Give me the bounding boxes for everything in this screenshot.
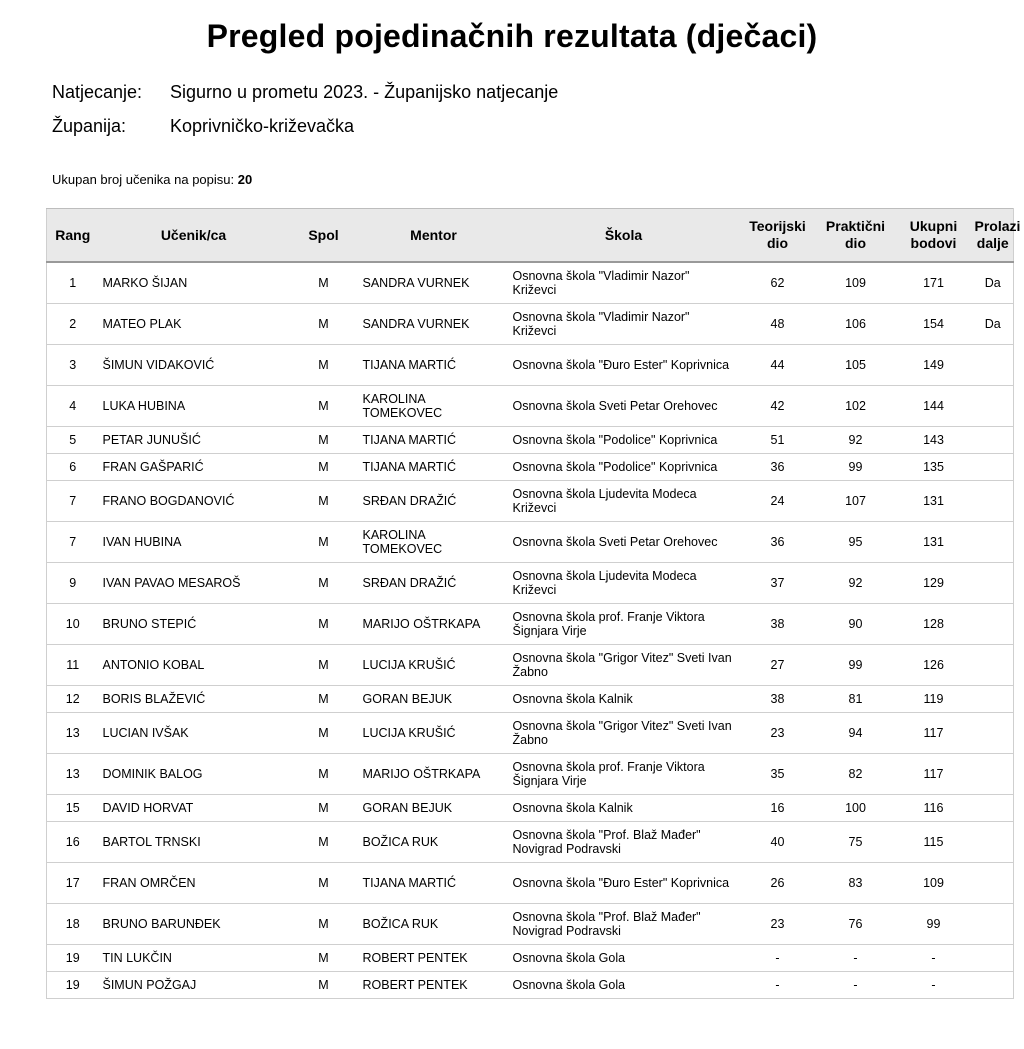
gender-cell: M (289, 795, 359, 822)
gender-cell: M (289, 345, 359, 386)
pass-cell (973, 454, 1014, 481)
practical-cell: 99 (817, 645, 895, 686)
theory-cell: 35 (739, 754, 817, 795)
header-theory: Teorijski dio (739, 209, 817, 263)
header-gender: Spol (289, 209, 359, 263)
student-count (52, 172, 252, 187)
rank-cell: 12 (47, 686, 99, 713)
student-cell: MARKO ŠIJAN (99, 262, 289, 304)
pass-cell: Da (973, 304, 1014, 345)
mentor-cell: BOŽICA RUK (359, 904, 509, 945)
school-cell: Osnovna škola "Prof. Blaž Mađer" Novigrad Podravski (509, 904, 739, 945)
table-row (47, 522, 1014, 563)
school-cell: Osnovna škola Kalnik (509, 795, 739, 822)
header-pass: Prolazi dalje (973, 209, 1014, 263)
theory-cell: 38 (739, 604, 817, 645)
table-header-row (47, 209, 1014, 263)
rank-cell: 3 (47, 345, 99, 386)
total-cell: 117 (895, 713, 973, 754)
rank-cell: 7 (47, 481, 99, 522)
mentor-cell: BOŽICA RUK (359, 822, 509, 863)
rank-cell: 18 (47, 904, 99, 945)
theory-cell: 40 (739, 822, 817, 863)
competition-line (52, 82, 558, 103)
rank-cell: 9 (47, 563, 99, 604)
theory-cell: 23 (739, 713, 817, 754)
school-cell: Osnovna škola "Vladimir Nazor" Križevci (509, 304, 739, 345)
mentor-cell: TIJANA MARTIĆ (359, 863, 509, 904)
practical-cell: 76 (817, 904, 895, 945)
school-cell: Osnovna škola Ljudevita Modeca Križevci (509, 563, 739, 604)
total-cell: 117 (895, 754, 973, 795)
practical-cell: 83 (817, 863, 895, 904)
table-row (47, 863, 1014, 904)
table-row (47, 645, 1014, 686)
gender-cell: M (289, 427, 359, 454)
county-label: Županija: (52, 116, 127, 136)
mentor-cell: TIJANA MARTIĆ (359, 454, 509, 481)
results-table (46, 208, 1021, 999)
total-cell: 143 (895, 427, 973, 454)
theory-cell: 48 (739, 304, 817, 345)
total-cell: 115 (895, 822, 973, 863)
gender-cell: M (289, 304, 359, 345)
pass-cell (973, 386, 1014, 427)
gender-cell: M (289, 563, 359, 604)
table-row (47, 713, 1014, 754)
table-row (47, 754, 1014, 795)
table-row (47, 604, 1014, 645)
mentor-cell: SRĐAN DRAŽIĆ (359, 481, 509, 522)
school-cell: Osnovna škola "Grigor Vitez" Sveti Ivan Žabno (509, 645, 739, 686)
gender-cell: M (289, 481, 359, 522)
mentor-cell: SANDRA VURNEK (359, 304, 509, 345)
student-count-value: 20 (237, 172, 253, 187)
pass-cell (973, 822, 1014, 863)
mentor-cell: ROBERT PENTEK (359, 945, 509, 972)
rank-cell: 6 (47, 454, 99, 481)
practical-cell: 75 (817, 822, 895, 863)
theory-cell: - (739, 945, 817, 972)
total-cell: 149 (895, 345, 973, 386)
header-practical: Praktični dio (817, 209, 895, 263)
gender-cell: M (289, 604, 359, 645)
rank-cell: 2 (47, 304, 99, 345)
student-cell: PETAR JUNUŠIĆ (99, 427, 289, 454)
gender-cell: M (289, 262, 359, 304)
student-cell: FRAN GAŠPARIĆ (99, 454, 289, 481)
student-count-label: Ukupan broj učenika na popisu: (52, 172, 235, 187)
header-total: Ukupni bodovi (895, 209, 973, 263)
practical-cell: - (817, 945, 895, 972)
practical-cell: - (817, 972, 895, 999)
pass-cell (973, 972, 1014, 999)
theory-cell: 23 (739, 904, 817, 945)
school-cell: Osnovna škola "Prof. Blaž Mađer" Novigrad Podravski (509, 822, 739, 863)
total-cell: 154 (895, 304, 973, 345)
pass-cell (973, 345, 1014, 386)
table-row (47, 481, 1014, 522)
pass-cell (973, 795, 1014, 822)
table-row (47, 345, 1014, 386)
mentor-cell: GORAN BEJUK (359, 795, 509, 822)
total-cell: 128 (895, 604, 973, 645)
gender-cell: M (289, 822, 359, 863)
practical-cell: 109 (817, 262, 895, 304)
header-student: Učenik/ca (99, 209, 289, 263)
student-cell: IVAN HUBINA (99, 522, 289, 563)
school-cell: Osnovna škola prof. Franje Viktora Šignjara Virje (509, 754, 739, 795)
mentor-cell: SRĐAN DRAŽIĆ (359, 563, 509, 604)
total-cell: 116 (895, 795, 973, 822)
practical-cell: 107 (817, 481, 895, 522)
student-cell: MATEO PLAK (99, 304, 289, 345)
rank-cell: 4 (47, 386, 99, 427)
school-cell: Osnovna škola prof. Franje Viktora Šignjara Virje (509, 604, 739, 645)
gender-cell: M (289, 863, 359, 904)
student-cell: ŠIMUN VIDAKOVIĆ (99, 345, 289, 386)
total-cell: 144 (895, 386, 973, 427)
rank-cell: 7 (47, 522, 99, 563)
practical-cell: 92 (817, 427, 895, 454)
table-row (47, 822, 1014, 863)
header-school: Škola (509, 209, 739, 263)
pass-cell (973, 645, 1014, 686)
total-cell: 131 (895, 481, 973, 522)
pass-cell (973, 713, 1014, 754)
school-cell: Osnovna škola "Grigor Vitez" Sveti Ivan Žabno (509, 713, 739, 754)
mentor-cell: LUCIJA KRUŠIĆ (359, 645, 509, 686)
mentor-cell: SANDRA VURNEK (359, 262, 509, 304)
table-row (47, 386, 1014, 427)
school-cell: Osnovna škola Gola (509, 945, 739, 972)
practical-cell: 102 (817, 386, 895, 427)
theory-cell: 16 (739, 795, 817, 822)
table-row (47, 454, 1014, 481)
rank-cell: 16 (47, 822, 99, 863)
table-row (47, 304, 1014, 345)
gender-cell: M (289, 686, 359, 713)
school-cell: Osnovna škola "Đuro Ester" Koprivnica (509, 345, 739, 386)
theory-cell: 24 (739, 481, 817, 522)
total-cell: 109 (895, 863, 973, 904)
student-cell: ANTONIO KOBAL (99, 645, 289, 686)
table-row (47, 795, 1014, 822)
practical-cell: 99 (817, 454, 895, 481)
student-cell: BRUNO STEPIĆ (99, 604, 289, 645)
total-cell: - (895, 945, 973, 972)
gender-cell: M (289, 522, 359, 563)
pass-cell (973, 427, 1014, 454)
theory-cell: 36 (739, 454, 817, 481)
student-cell: LUCIAN IVŠAK (99, 713, 289, 754)
rank-cell: 17 (47, 863, 99, 904)
practical-cell: 81 (817, 686, 895, 713)
school-cell: Osnovna škola Kalnik (509, 686, 739, 713)
mentor-cell: MARIJO OŠTRKAPA (359, 754, 509, 795)
practical-cell: 105 (817, 345, 895, 386)
practical-cell: 106 (817, 304, 895, 345)
gender-cell: M (289, 454, 359, 481)
mentor-cell: LUCIJA KRUŠIĆ (359, 713, 509, 754)
practical-cell: 94 (817, 713, 895, 754)
school-cell: Osnovna škola Ljudevita Modeca Križevci (509, 481, 739, 522)
gender-cell: M (289, 945, 359, 972)
mentor-cell: KAROLINA TOMEKOVEC (359, 386, 509, 427)
table-row (47, 972, 1014, 999)
student-cell: ŠIMUN POŽGAJ (99, 972, 289, 999)
student-cell: DOMINIK BALOG (99, 754, 289, 795)
total-cell: 131 (895, 522, 973, 563)
gender-cell: M (289, 754, 359, 795)
pass-cell (973, 863, 1014, 904)
theory-cell: 44 (739, 345, 817, 386)
theory-cell: 62 (739, 262, 817, 304)
student-cell: TIN LUKČIN (99, 945, 289, 972)
total-cell: - (895, 972, 973, 999)
header-mentor: Mentor (359, 209, 509, 263)
table-row (47, 563, 1014, 604)
page-title: Pregled pojedinačnih rezultata (dječaci) (206, 18, 818, 54)
practical-cell: 90 (817, 604, 895, 645)
rank-cell: 13 (47, 754, 99, 795)
practical-cell: 95 (817, 522, 895, 563)
county-value: Koprivničko-križevačka (170, 116, 355, 136)
rank-cell: 19 (47, 945, 99, 972)
pass-cell (973, 522, 1014, 563)
mentor-cell: KAROLINA TOMEKOVEC (359, 522, 509, 563)
practical-cell: 92 (817, 563, 895, 604)
school-cell: Osnovna škola "Vladimir Nazor" Križevci (509, 262, 739, 304)
rank-cell: 1 (47, 262, 99, 304)
theory-cell: 26 (739, 863, 817, 904)
student-cell: FRANO BOGDANOVIĆ (99, 481, 289, 522)
student-cell: BARTOL TRNSKI (99, 822, 289, 863)
competition-label: Natjecanje: (52, 82, 143, 102)
table-row (47, 904, 1014, 945)
county-line (52, 116, 354, 137)
gender-cell: M (289, 645, 359, 686)
mentor-cell: TIJANA MARTIĆ (359, 345, 509, 386)
theory-cell: 37 (739, 563, 817, 604)
total-cell: 119 (895, 686, 973, 713)
pass-cell (973, 686, 1014, 713)
theory-cell: 38 (739, 686, 817, 713)
rank-cell: 11 (47, 645, 99, 686)
rank-cell: 13 (47, 713, 99, 754)
gender-cell: M (289, 972, 359, 999)
pass-cell (973, 754, 1014, 795)
theory-cell: 51 (739, 427, 817, 454)
school-cell: Osnovna škola "Đuro Ester" Koprivnica (509, 863, 739, 904)
header-rank: Rang (47, 209, 99, 263)
total-cell: 99 (895, 904, 973, 945)
gender-cell: M (289, 713, 359, 754)
table-row (47, 686, 1014, 713)
school-cell: Osnovna škola Sveti Petar Orehovec (509, 386, 739, 427)
student-cell: FRAN OMRČEN (99, 863, 289, 904)
total-cell: 135 (895, 454, 973, 481)
school-cell: Osnovna škola "Podolice" Koprivnica (509, 454, 739, 481)
pass-cell (973, 904, 1014, 945)
mentor-cell: ROBERT PENTEK (359, 972, 509, 999)
practical-cell: 100 (817, 795, 895, 822)
total-cell: 129 (895, 563, 973, 604)
total-cell: 171 (895, 262, 973, 304)
pass-cell: Da (973, 262, 1014, 304)
pass-cell (973, 945, 1014, 972)
mentor-cell: MARIJO OŠTRKAPA (359, 604, 509, 645)
competition-value: Sigurno u prometu 2023. - Županijsko natjecanje (170, 82, 559, 102)
rank-cell: 19 (47, 972, 99, 999)
school-cell: Osnovna škola Gola (509, 972, 739, 999)
student-cell: BRUNO BARUNĐEK (99, 904, 289, 945)
school-cell: Osnovna škola Sveti Petar Orehovec (509, 522, 739, 563)
school-cell: Osnovna škola "Podolice" Koprivnica (509, 427, 739, 454)
theory-cell: 36 (739, 522, 817, 563)
pass-cell (973, 563, 1014, 604)
student-cell: IVAN PAVAO MESAROŠ (99, 563, 289, 604)
total-cell: 126 (895, 645, 973, 686)
theory-cell: - (739, 972, 817, 999)
mentor-cell: TIJANA MARTIĆ (359, 427, 509, 454)
theory-cell: 42 (739, 386, 817, 427)
mentor-cell: GORAN BEJUK (359, 686, 509, 713)
rank-cell: 10 (47, 604, 99, 645)
rank-cell: 15 (47, 795, 99, 822)
results-body (47, 262, 1014, 999)
practical-cell: 82 (817, 754, 895, 795)
theory-cell: 27 (739, 645, 817, 686)
rank-cell: 5 (47, 427, 99, 454)
pass-cell (973, 481, 1014, 522)
student-cell: BORIS BLAŽEVIĆ (99, 686, 289, 713)
pass-cell (973, 604, 1014, 645)
student-cell: DAVID HORVAT (99, 795, 289, 822)
gender-cell: M (289, 386, 359, 427)
student-cell: LUKA HUBINA (99, 386, 289, 427)
table-row (47, 262, 1014, 304)
table-row (47, 945, 1014, 972)
table-row (47, 427, 1014, 454)
gender-cell: M (289, 904, 359, 945)
